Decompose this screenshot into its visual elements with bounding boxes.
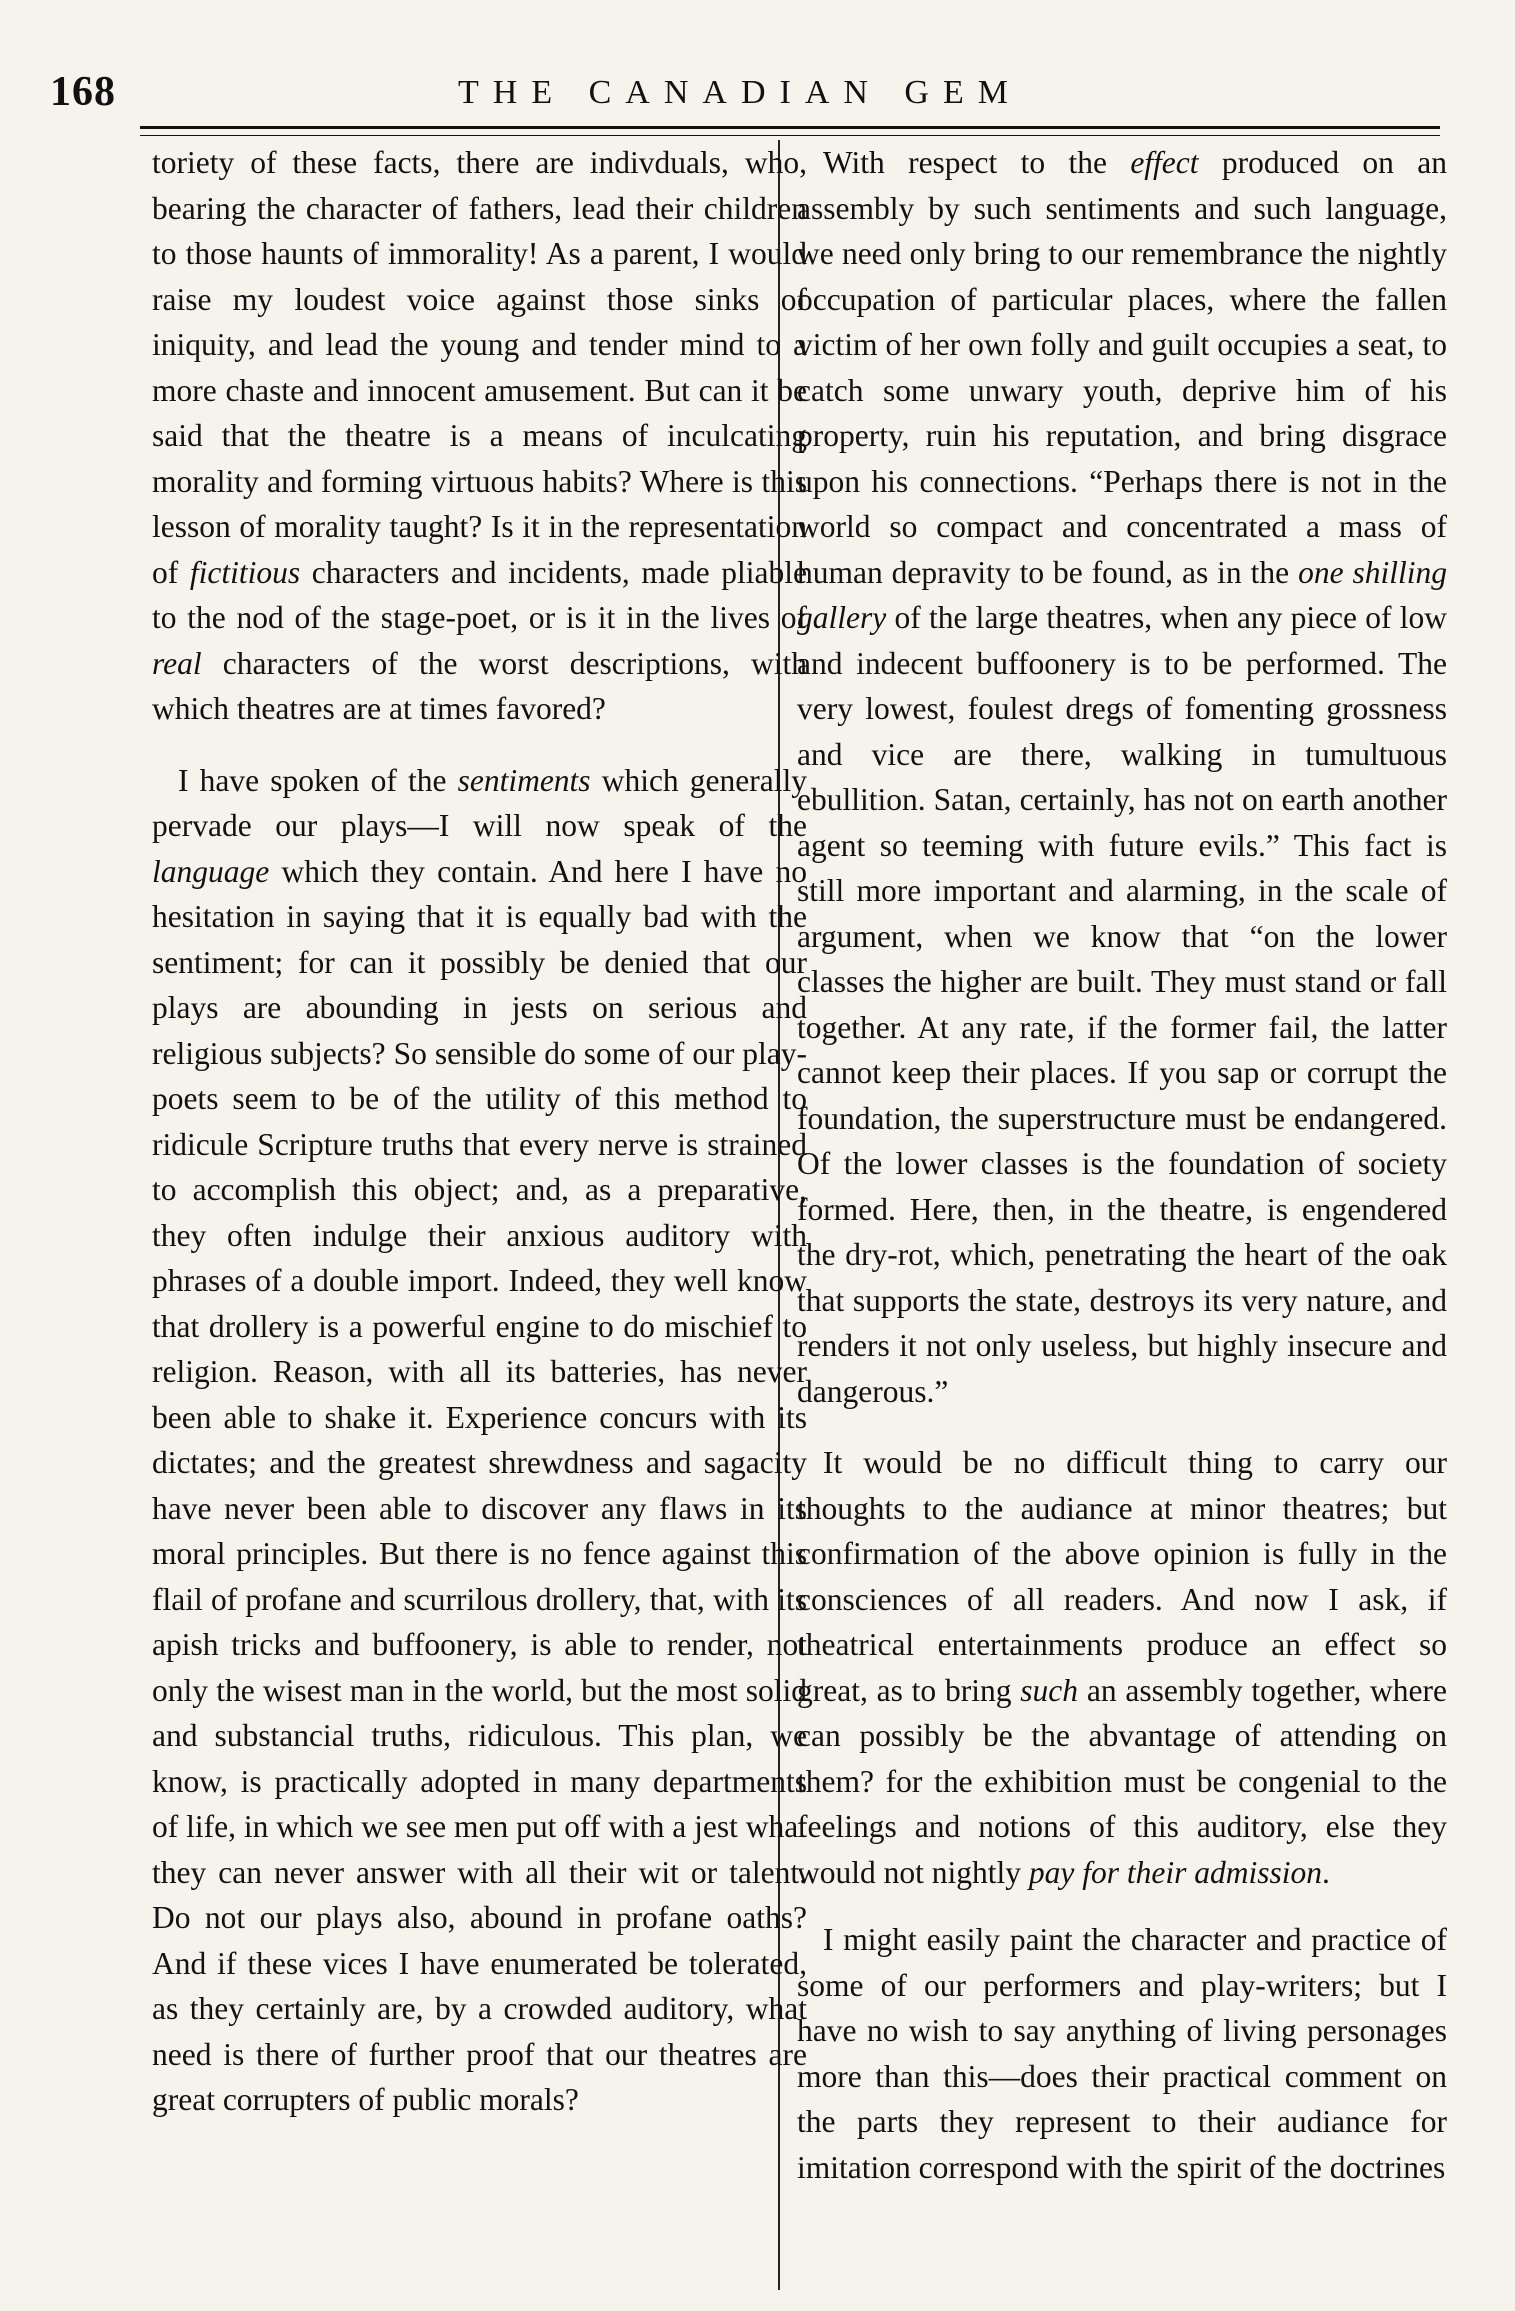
paragraph: I might easily paint the character and practice of some of our performers and play-writers; but I have no wish to say anything of living personages more than this—does their practical comment on the parts they represent to their audiance for imitation correspond with the spirit of the doctrines — [797, 1922, 1447, 2185]
right-column — [797, 140, 1447, 2190]
header-rule — [140, 126, 1440, 136]
page-header — [40, 60, 1440, 130]
paragraph: toriety of these facts, there are indivduals, who, bearing the character of fathers, lead their children to those haunts of immorality! As a parent, I would raise my loudest voice against those sinks of iniquity, and lead the young and tender mind to a more chaste and innocent amusement. But can it be said that the theatre is a means of inculcating morality and forming virtuous habits? Where is this lesson of morality taught? Is it in the representation of fictitious characters and incidents, made pliable to the nod of the stage-poet, or is it in the lives of real characters of the worst descriptions, with which theatres are at times favored? — [152, 145, 807, 726]
page-number: 168 — [50, 69, 116, 115]
paragraph: With respect to the effect produced on an assembly by such sentiments and such language, we need only bring to our remembrance the nightly occupation of particular places, where the fallen victim of her own folly and guilt occupies a seat, to catch some unwary youth, deprive him of his property, ruin his reputation, and bring disgrace upon his connections. “Perhaps there is not in the world so compact and concentrated a mass of human depravity to be found, as in the one shilling gallery of the large theatres, when any piece of low and indecent buffoonery is to be performed. The very lowest, foulest dregs of fomenting grossness and vice are there, walking in tumultuous ebullition. Satan, certainly, has not on earth another agent so teeming with future evils.” This fact is still more important and alarming, in the scale of argument, when we know that “on the lower classes the higher are built. They must stand or fall together. At any rate, if the former fail, the latter cannot keep their places. If you sap or corrupt the foundation, the superstructure must be endangered. Of the lower classes is the foundation of society formed. Here, then, in the theatre, is engendered the dry-rot, which, penetrating the heart of the oak that supports the state, destroys its very nature, and renders it not only useless, but highly insecure and dangerous.” — [797, 145, 1448, 1409]
paragraph: I have spoken of the sentiments which generally pervade our plays—I will now speak of the language which they contain. And here I have no hesitation in saying that it is equally bad with the sentiment; for can it possibly be denied that our plays are abounding in jests on serious and religious subjects? So sensible do some of our play-poets seem to be of the utility of this method to ridicule Scripture truths that every nerve is strained to accomplish this object; and, as a preparative, they often indulge their anxious auditory with phrases of a double import. Indeed, they well know that drollery is a powerful engine to do mischief to religion. Reason, with all its batteries, has never been able to shake it. Experience concurs with its dictates; and the greatest shrewdness and sagacity have never been able to discover any flaws in its moral principles. But there is no fence against this flail of profane and scurrilous drollery, that, with its apish tricks and buffoonery, is able to render, not only the wisest man in the world, but the most solid and substancial truths, ridiculous. This plan, we know, is practically adopted in many departments of life, in which we see men put off with a jest what they can never answer with all their wit or talent. Do not our plays also, abound in profane oaths? And if these vices I have enumerated be tolerated, as they certainly are, by a crowded auditory, what need is there of further proof that our theatres are great corrupters of public morals? — [152, 762, 807, 2117]
running-title: THE CANADIAN GEM — [458, 74, 1022, 111]
paragraph: It would be no difficult thing to carry our thoughts to the audiance at minor theatres; but confirmation of the above opinion is fully in the consciences of all readers. And now I ask, if theatrical entertainments produce an effect so great, as to bring such an assembly together, where can possibly be the abvantage of attending on them? for the exhibition must be congenial to the feelings and notions of this auditory, else they would not nightly pay for their admission. — [797, 1445, 1448, 1890]
left-column — [152, 140, 807, 2123]
